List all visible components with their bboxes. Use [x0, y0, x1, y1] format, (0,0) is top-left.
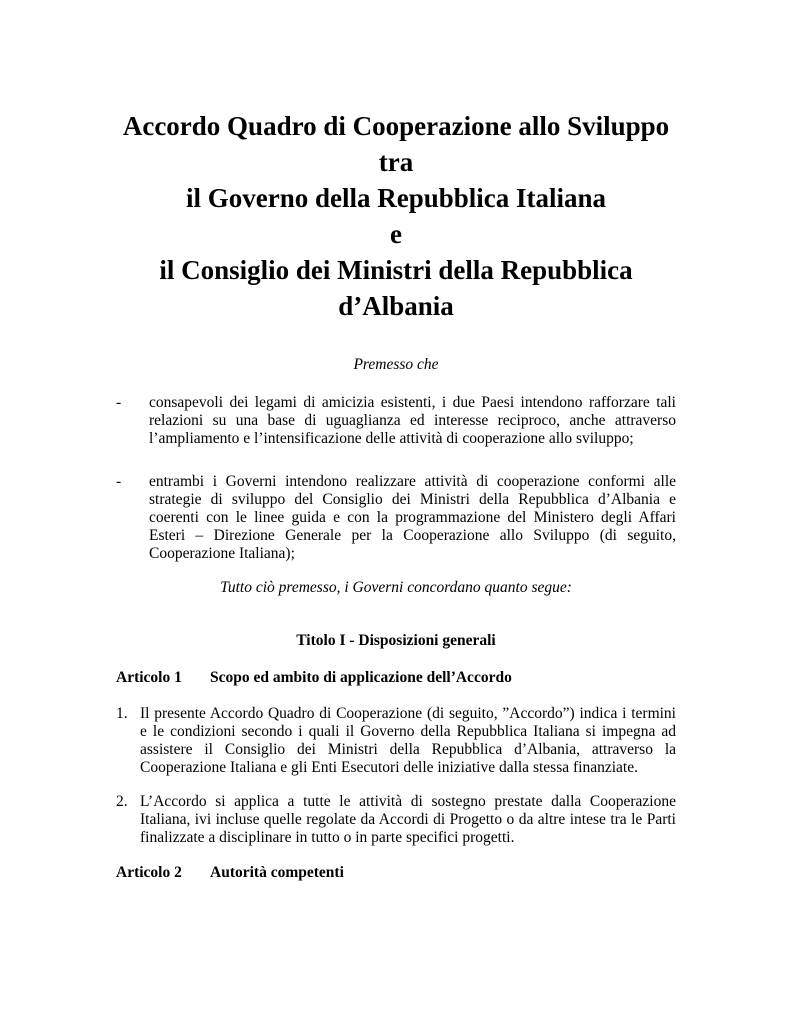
- paragraph-number: 2.: [116, 793, 128, 810]
- preamble-bullet: [116, 394, 676, 448]
- title-line: il Governo della Repubblica Italiana: [185, 183, 607, 213]
- text-line: consapevoli dei legami di amicizia esistenti, i due Paesi intendono rafforzare tali: [149, 394, 676, 411]
- text-line: Italiana, ivi incluse quelle regolate da Accordi di Progetto o da altre intese tra le Parti: [140, 811, 676, 828]
- section-title: Titolo I - Disposizioni generali: [296, 632, 496, 649]
- article-paragraph: [116, 793, 676, 847]
- title-line: tra: [378, 147, 414, 177]
- document-title: [118, 108, 674, 324]
- article-paragraph: [116, 705, 676, 777]
- text-line: Esteri – Direzione Generale per la Cooperazione allo Sviluppo (di seguito,: [149, 527, 676, 544]
- text-line: l’ampliamento e l’intensificazione delle attività di cooperazione allo sviluppo;: [149, 430, 634, 447]
- preamble-heading: Premesso che: [353, 356, 439, 373]
- article-title: Scopo ed ambito di applicazione dell’Accordo: [210, 669, 512, 686]
- bullet-marker: -: [116, 394, 122, 411]
- paragraph-number: 1.: [116, 705, 128, 722]
- title-line: e: [390, 219, 402, 249]
- paragraph-text: [140, 793, 676, 847]
- text-line: Cooperazione Italiana e gli Enti Esecutori delle iniziative dalla stessa finanziate.: [140, 759, 638, 776]
- article-heading: [116, 864, 676, 882]
- article-heading: [116, 669, 676, 687]
- title-line: il Consiglio dei Ministri della Repubblica: [159, 255, 633, 285]
- text-line: finalizzate a disciplinare in tutto o in parte specifici progetti.: [140, 829, 515, 846]
- bullet-text: [149, 473, 676, 563]
- title-line: Accordo Quadro di Cooperazione allo Sviluppo: [122, 111, 670, 141]
- text-line: coerenti con le linee guida e con la programmazione del Ministero degli Affari: [149, 509, 676, 526]
- text-line: entrambi i Governi intendono realizzare attività di cooperazione conformi alle: [149, 473, 676, 490]
- title-line: d’Albania: [338, 291, 454, 321]
- bullet-text: [149, 394, 676, 448]
- text-line: Il presente Accordo Quadro di Cooperazione (di seguito, ”Accordo”) indica i termini: [140, 705, 676, 722]
- preamble-closing: Tutto ciò premesso, i Governi concordano quanto segue:: [220, 579, 572, 596]
- preamble-bullet: [116, 473, 676, 563]
- article-title: Autorità competenti: [210, 864, 344, 881]
- paragraph-text: [140, 705, 676, 777]
- article-number: Articolo 1: [116, 669, 182, 686]
- text-line: assistere il Consiglio dei Ministri della Repubblica d’Albania, attraverso la: [140, 741, 676, 758]
- text-line: e le condizioni secondo i quali il Governo della Repubblica Italiana si impegna ad: [140, 723, 676, 740]
- article-number: Articolo 2: [116, 864, 182, 881]
- text-line: relazioni su una base di uguaglianza ed interesse reciproco, anche attraverso: [149, 412, 676, 429]
- text-line: L’Accordo si applica a tutte le attività di sostegno prestate dalla Cooperazione: [140, 793, 676, 810]
- text-line: Cooperazione Italiana);: [149, 545, 295, 562]
- bullet-marker: -: [116, 473, 122, 490]
- text-line: strategie di sviluppo del Consiglio dei Ministri della Repubblica d’Albania e: [149, 491, 676, 508]
